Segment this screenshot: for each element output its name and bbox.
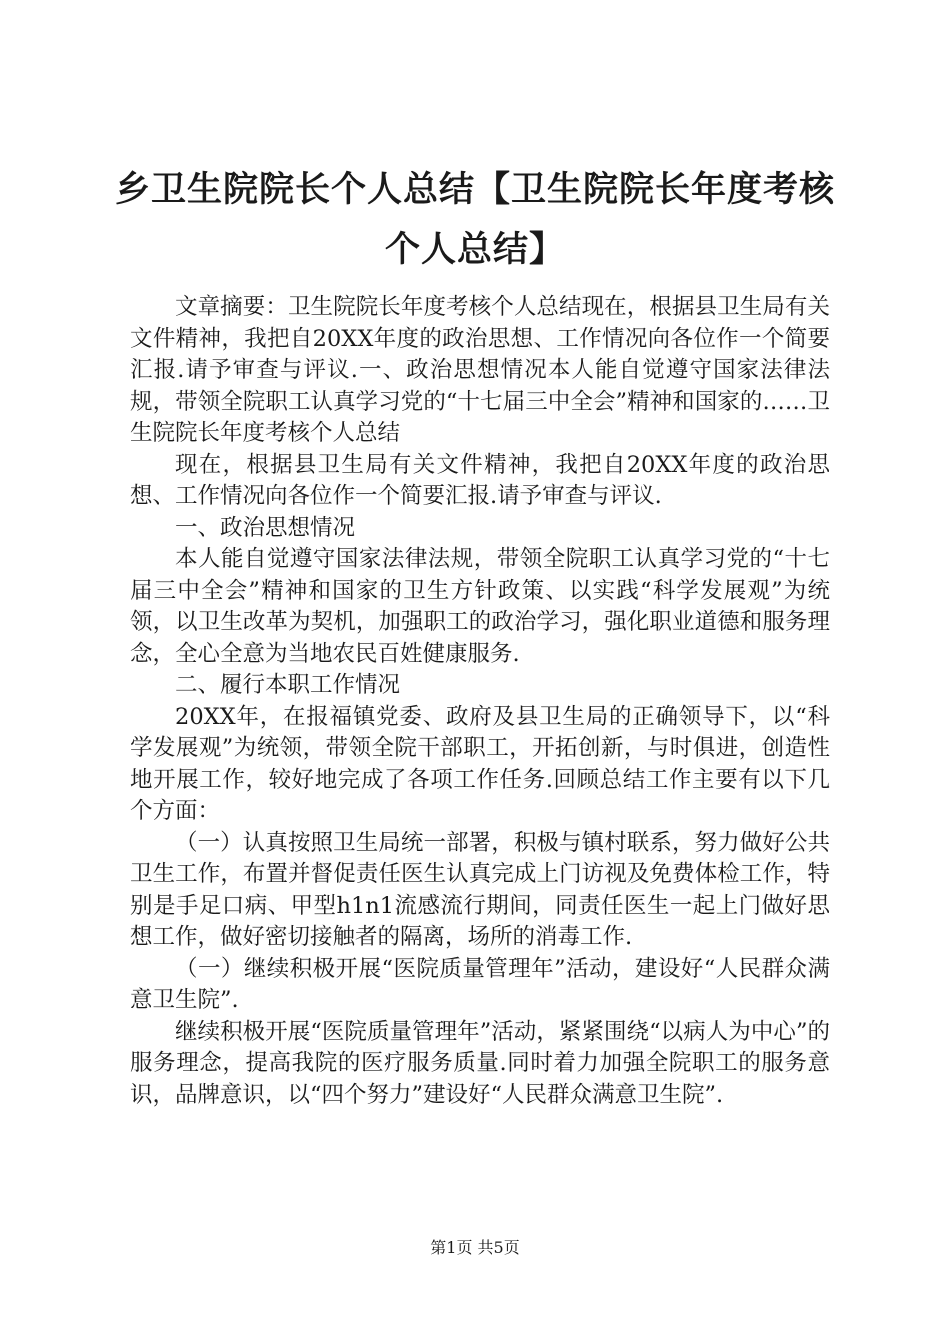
page-footer: 第1页 共5页: [430, 1238, 520, 1257]
subsection-heading: （一）继续积极开展“医院质量管理年”活动，建设好“人民群众满意卫生院”.: [130, 955, 830, 1013]
document-title: 乡卫生院院长个人总结【卫生院院长年度考核个人总结】: [114, 169, 835, 270]
body-paragraph: （一）认真按照卫生局统一部署，积极与镇村联系，努力做好公共卫生工作，布置并督促责任医生认真完成上门访视及免费体检工作，特别是手足口病、甲型h1n1流感流行期间，同责任医生一起上门做好思想工作，做好密切接触者的隔离，场所的消毒工作.: [130, 829, 830, 950]
section-heading: 一、政治思想情况: [175, 514, 356, 541]
intro-paragraph: 现在，根据县卫生局有关文件精神，我把自20XX年度的政治思想、工作情况向各位作一个简要汇报.请予审查与评议.: [130, 451, 830, 509]
section-heading: 二、履行本职工作情况: [175, 672, 401, 698]
document-body: [130, 292, 830, 1111]
body-paragraph: 继续积极开展“医院质量管理年”活动，紧紧围绕“以病人为中心”的服务理念，提高我院的医疗服务质量.同时着力加强全院职工的服务意识，品牌意识，以“四个努力”建设好“人民群众满意卫生院”.: [130, 1018, 830, 1108]
body-paragraph: 20XX年，在报福镇党委、政府及县卫生局的正确领导下，以“科学发展观”为统领，带领全院干部职工，开拓创新，与时俱进，创造性地开展工作，较好地完成了各项工作任务.回顾总结工作主要有以下几个方面：: [130, 703, 830, 824]
body-paragraph: 本人能自觉遵守国家法律法规，带领全院职工认真学习党的“十七届三中全会”精神和国家的卫生方针政策、以实践“科学发展观”为统领，以卫生改革为契机，加强职工的政治学习，强化职业道德和服务理念，全心全意为当地农民百姓健康服务.: [130, 546, 830, 667]
abstract-paragraph: 文章摘要：卫生院院长年度考核个人总结现在，根据县卫生局有关文件精神，我把自20XX年度的政治思想、工作情况向各位作一个简要汇报.请予审查与评议.一、政治思想情况本人能自觉遵守国家法律法规，带领全院职工认真学习党的“十七届三中全会”精神和国家的……卫生院院长年度考核个人总结: [130, 294, 830, 446]
